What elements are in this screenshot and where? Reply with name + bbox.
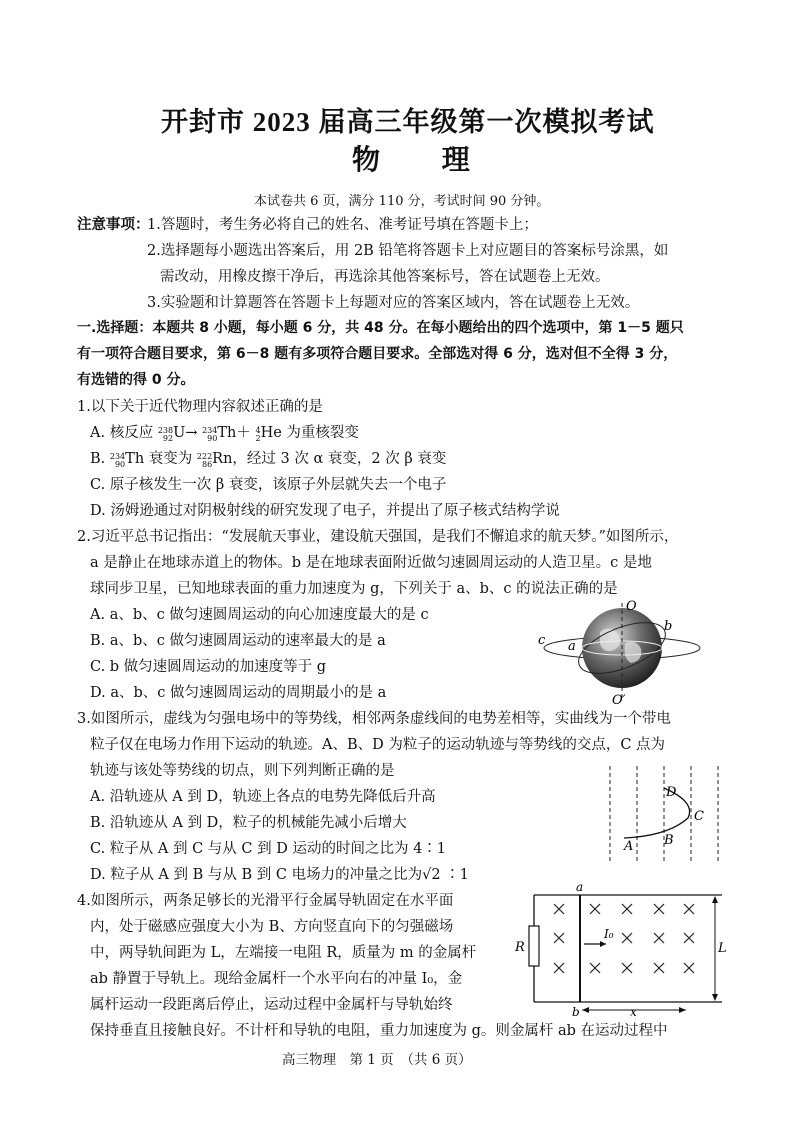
q4-line-1: 4.如图所示，两条足够长的光滑平行金属导轨固定在水平面 bbox=[77, 893, 454, 909]
section1-line-3: 有选错的得 0 分。 bbox=[77, 372, 195, 388]
subject-title: 物 理 bbox=[352, 143, 496, 176]
label-o: O bbox=[626, 599, 637, 614]
q3-line-2: 粒子仅在电场力作用下运动的轨迹。A、B、D 为粒子的运动轨迹与等势线的交点，C 点为 bbox=[90, 737, 666, 753]
label-a: a bbox=[576, 880, 584, 894]
label-B: B bbox=[664, 833, 674, 848]
q4-line-5: 属杆运动一段距离后停止，运动过程中金属杆与导轨始终 bbox=[90, 997, 453, 1013]
q3-line-1: 3.如图所示，虚线为匀强电场中的等势线，相邻两条虚线间的电势差相等，实曲线为一个带电 bbox=[77, 711, 671, 727]
q4-line-4: ab 静置于导轨上。现给金属杆一个水平向右的冲量 I₀，金 bbox=[90, 971, 463, 987]
q4-line-2: 内，处于磁感应强度大小为 B、方向竖直向下的匀强磁场 bbox=[90, 919, 454, 935]
q2-option-a: A. a、b、c 做匀速圆周运动的向心加速度最大的是 c bbox=[90, 607, 429, 623]
section1-line-2: 有一项符合题目要求，第 6－8 题有多项符合题目要求。全部选对得 6 分，选对但不全得 3 分， bbox=[77, 346, 678, 362]
resistor-R bbox=[529, 926, 539, 966]
notice-item-2: 2.选择题每小题选出答案后，用 2B 铅笔将答题卡上对应题目的答案标号涂黑，如 bbox=[147, 243, 669, 259]
exam-info: 本试卷共 6 页，满分 110 分，考试时间 90 分钟。 bbox=[254, 194, 550, 209]
q4-line-6: 保持垂直且接触良好。不计杆和导轨的电阻，重力加速度为 g。则金属杆 ab 在运动过程中 bbox=[90, 1023, 668, 1039]
label-A: A bbox=[624, 839, 634, 854]
q4-rail-figure bbox=[510, 880, 730, 1018]
q4-line-3: 中，两导轨间距为 L，左端接一电阻 R，质量为 m 的金属杆 bbox=[90, 945, 477, 961]
q3-option-d: D. 粒子从 A 到 B 与从 B 到 C 电场力的冲量之比为√2 ∶1 bbox=[90, 867, 469, 883]
q1-option-b: B. 234 90Th 衰变为 222 86Rn，经过 3 次 α 衰变，2 次 β 衰变 bbox=[90, 451, 447, 469]
notice-item-3: 3.实验题和计算题答在答题卡上每题对应的答案区域内，答在试题卷上无效。 bbox=[147, 295, 640, 311]
magnetic-field-crosses bbox=[554, 904, 694, 973]
label-x: x bbox=[630, 1005, 637, 1018]
notice-item-2-cont: 需改动，用橡皮擦干净后，再选涂其他答案标号，答在试题卷上无效。 bbox=[160, 269, 610, 285]
q1-option-d: D. 汤姆逊通过对阴极射线的研究发现了电子，并提出了原子核式结构学说 bbox=[90, 503, 560, 519]
q2-option-b: B. a、b、c 做匀速圆周运动的速率最大的是 a bbox=[90, 633, 386, 649]
q2-line-2: a 是静止在地球赤道上的物体。b 是在地球表面附近做匀速圆周运动的人造卫星。c 是地 bbox=[90, 555, 652, 571]
q3-field-figure bbox=[606, 766, 726, 866]
q1-stem: 1.以下关于近代物理内容叙述正确的是 bbox=[77, 399, 323, 415]
q3-line-3: 轨迹与该处等势线的切点，则下列判断正确的是 bbox=[90, 763, 395, 779]
q1-option-a: A. 核反应 238 92U→ 234 90Th＋ 4 2He 为重核裂变 bbox=[90, 425, 359, 443]
label-c: c bbox=[538, 633, 546, 648]
q2-line-1: 2.习近平总书记指出：“发展航天事业，建设航天强国，是我们不懈追求的航天梦。”如图所示， bbox=[77, 529, 679, 545]
q2-option-c: C. b 做匀速圆周运动的加速度等于 g bbox=[90, 659, 327, 675]
section1-line-1: 一.选择题：本题共 8 小题，每小题 6 分，共 48 分。在每小题给出的四个选项中，第 1－5 题只 bbox=[77, 320, 684, 336]
q3-option-b: B. 沿轨迹从 A 到 D，粒子的机械能先减小后增大 bbox=[90, 815, 407, 831]
label-I0: I₀ bbox=[604, 927, 614, 941]
label-L: L bbox=[718, 941, 727, 956]
trajectory-curve bbox=[624, 788, 690, 838]
q3-option-c: C. 粒子从 A 到 C 与从 C 到 D 运动的时间之比为 4∶1 bbox=[90, 841, 447, 857]
label-b: b bbox=[664, 619, 673, 634]
label-R: R bbox=[515, 940, 525, 955]
q2-earth-figure bbox=[530, 598, 710, 708]
q2-line-3: 球同步卫星，已知地球表面的重力加速度为 g，下列关于 a、b、c 的说法正确的是 bbox=[90, 581, 618, 597]
notice-label: 注意事项： bbox=[77, 217, 150, 233]
label-a: a bbox=[568, 639, 576, 654]
q3-option-a: A. 沿轨迹从 A 到 D，轨迹上各点的电势先降低后升高 bbox=[90, 789, 436, 805]
page-footer: 高三物理 第 1 页 （共 6 页） bbox=[282, 1052, 472, 1068]
exam-title: 开封市 2023 届高三年级第一次模拟考试 bbox=[161, 107, 655, 137]
label-b: b bbox=[572, 1005, 580, 1018]
label-D: D bbox=[666, 785, 677, 800]
notice-item-1: 1.答题时，考生务必将自己的姓名、准考证号填在答题卡上； bbox=[147, 217, 538, 233]
q1-option-c: C. 原子核发生一次 β 衰变，该原子外层就失去一个电子 bbox=[90, 477, 447, 493]
q2-option-d: D. a、b、c 做匀速圆周运动的周期最小的是 a bbox=[90, 685, 387, 701]
label-o-prime: O′ bbox=[612, 693, 626, 708]
label-C: C bbox=[694, 809, 704, 824]
